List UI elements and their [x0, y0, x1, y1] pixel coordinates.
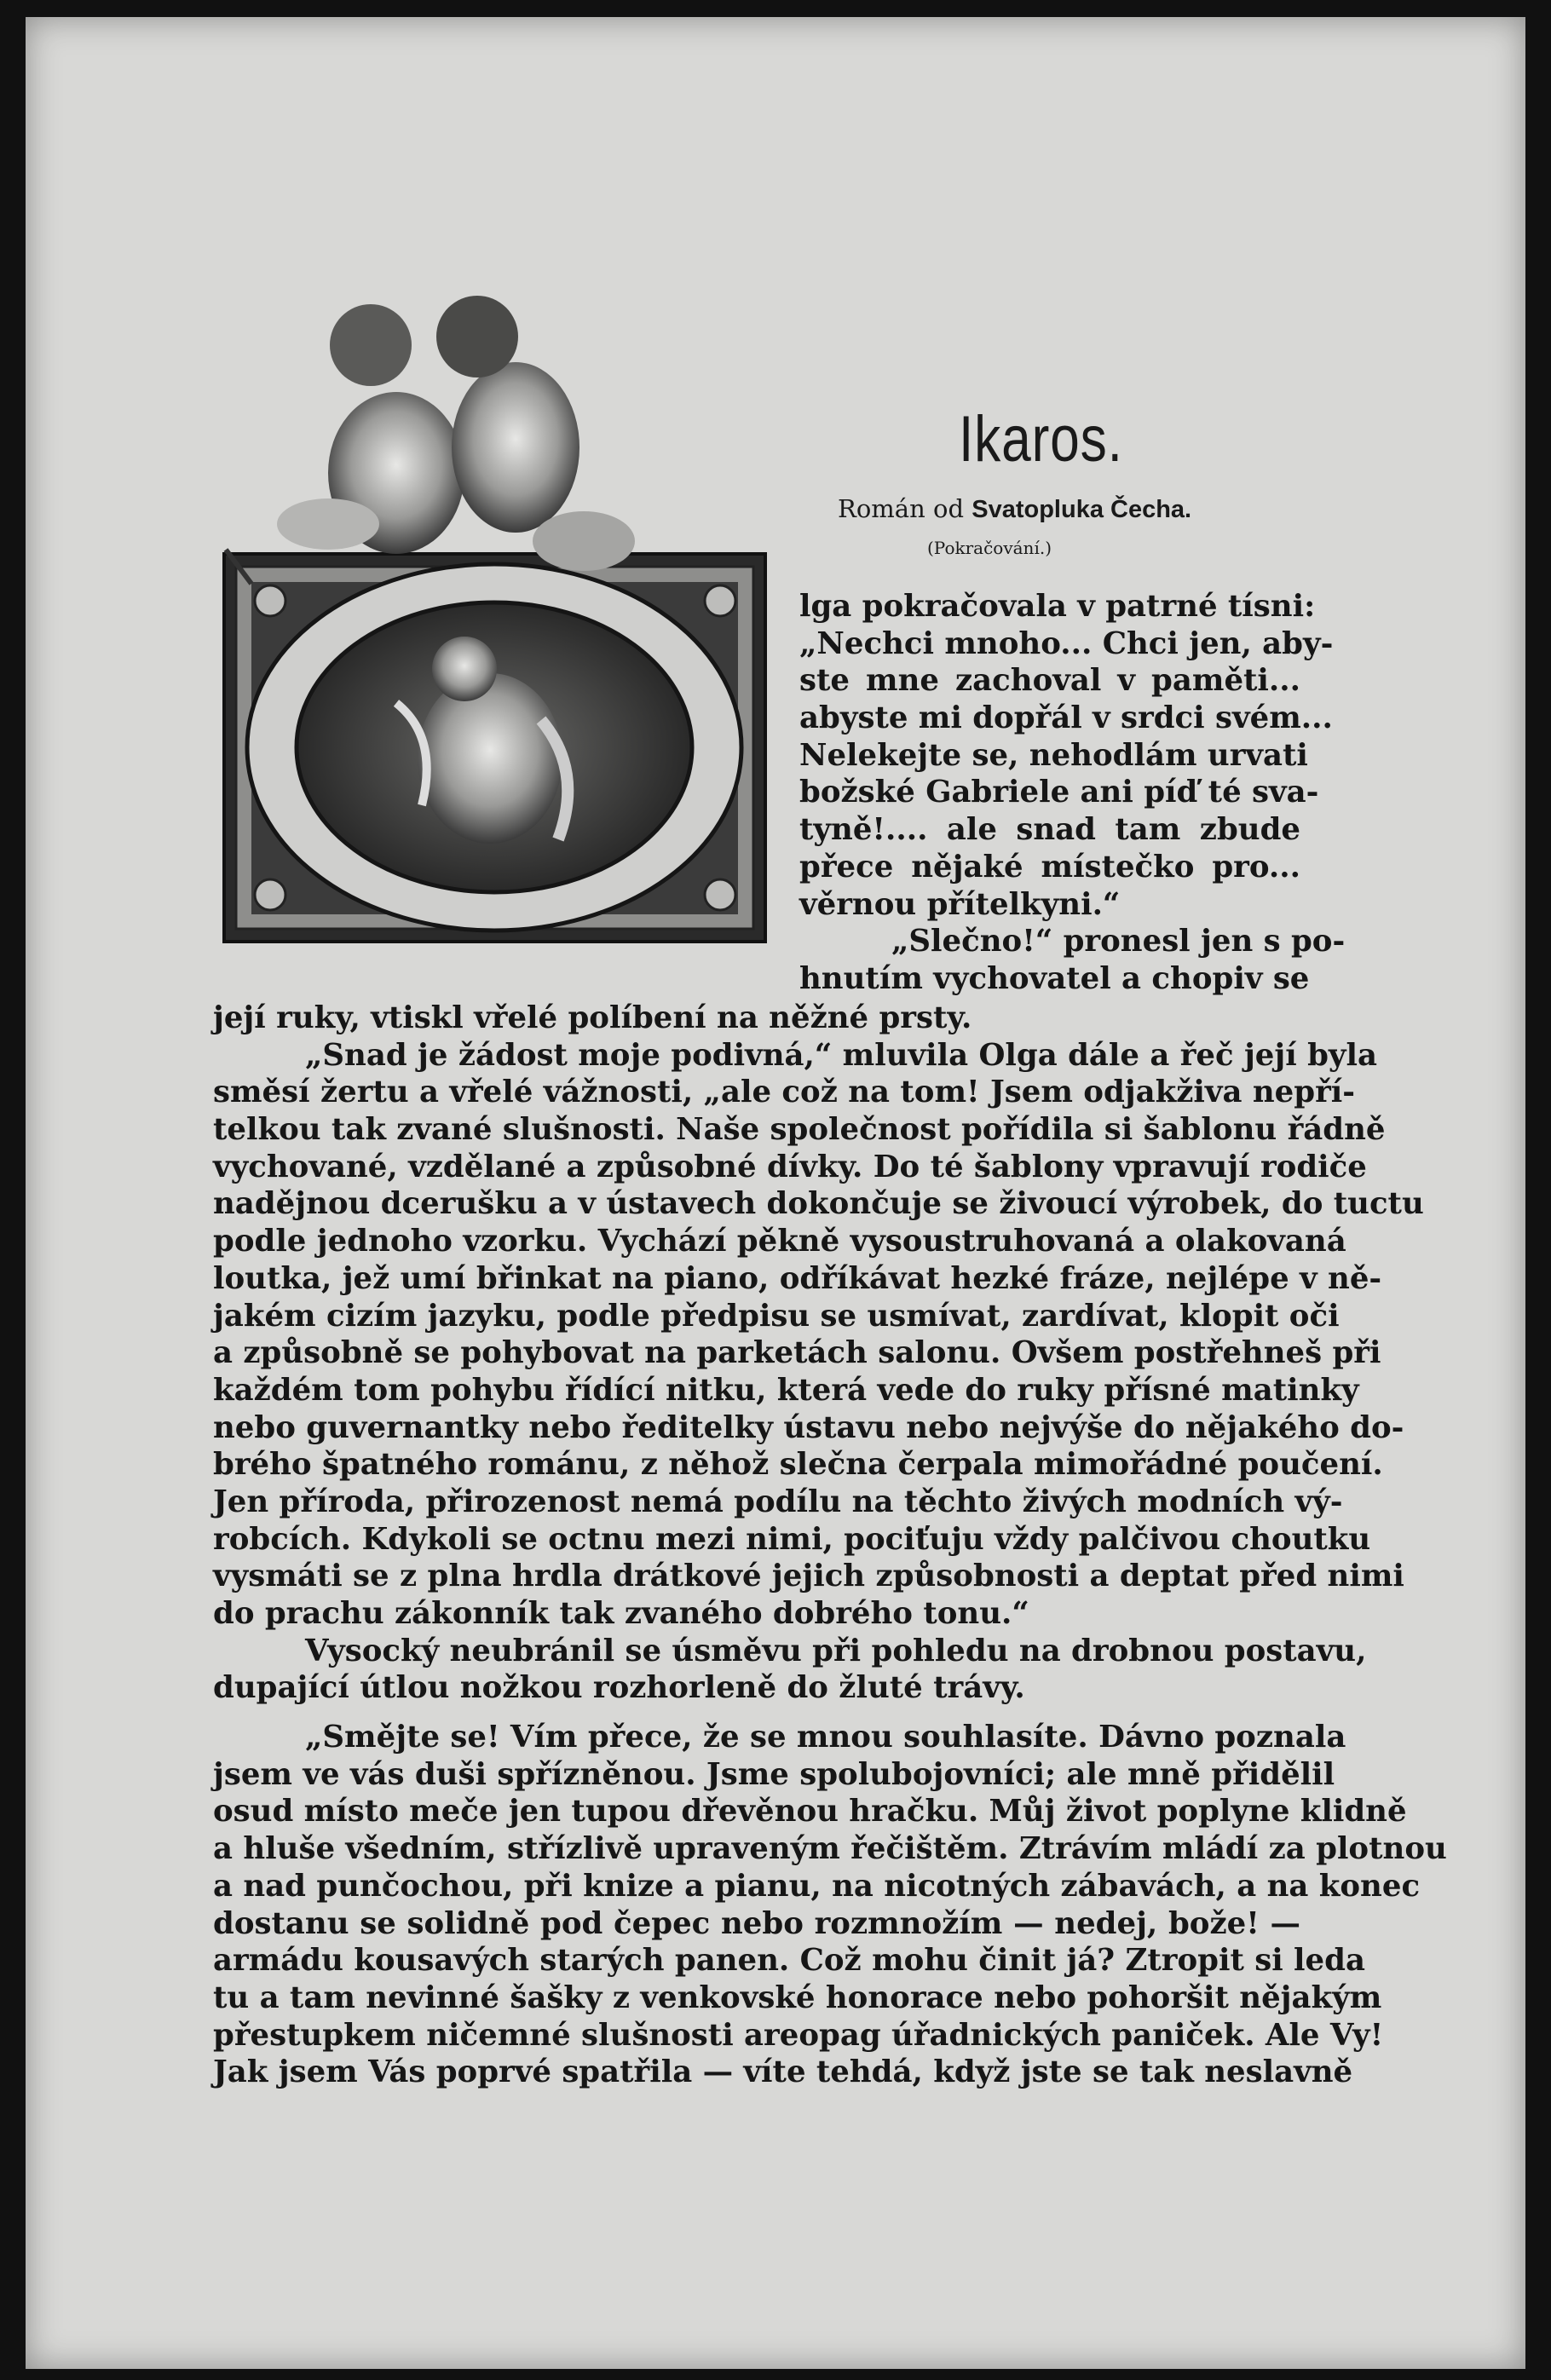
text-line: božské Gabriele ani píď té sva- [799, 775, 1319, 810]
text-line: každém tom pohybu řídící nitku, která vede do ruky přísné matinky [213, 1372, 1359, 1408]
text-line: lga pokračovala v patrné tísni: [799, 589, 1316, 624]
text-line: abyste mi dopřál v srdci svém... [799, 700, 1333, 736]
book-page [26, 17, 1525, 2369]
text-line: osud místo meče jen tupou dřevěnou hračku. Můj život poplyne klidně [213, 1794, 1407, 1830]
text-line: přece nějaké místečko pro... [799, 849, 1300, 885]
text-line: nadějnou dcerušku a v ústavech dokončuje se živoucí výrobek, do tuctu [213, 1186, 1424, 1222]
text-line: a nad punčochou, při knize a pianu, na nicotných zábavách, a na konec [213, 1868, 1421, 1904]
text-line: brého špatného románu, z něhož slečna čerpala mimořádné poučení. [213, 1447, 1383, 1483]
text-line: vysmáti se z plna hrdla drátkové jejich způsobnosti a deptat před nimi [213, 1559, 1404, 1594]
continued-note: (Pokračování.) [927, 538, 1052, 558]
text-line: armádu kousavých starých panen. Což mohu činit já? Ztropit si leda [213, 1943, 1365, 1979]
text-line: Vysocký neubránil se úsměvu při pohledu na drobnou postavu, [305, 1633, 1367, 1668]
subtitle-author: Svatopluka Čecha. [972, 496, 1192, 523]
text-line: robcích. Kdykoli se octnu mezi nimi, pociťuju vždy palčivou choutku [213, 1521, 1371, 1557]
text-line: loutka, jež umí břinkat na piano, odříkávat hezké fráze, nejlépe v ně- [213, 1260, 1382, 1296]
text-line: dupající útlou nožkou rozhorleně do žluté trávy. [213, 1670, 1025, 1706]
chapter-title: Ikaros. [959, 403, 1123, 475]
text-line: tyně!.... ale snad tam zbude [799, 812, 1300, 848]
text-line: Nelekejte se, nehodlám urvati [799, 737, 1308, 773]
text-line: a hluše všedním, střízlivě upraveným řečištěm. Ztrávím mládí za plotnou [213, 1831, 1447, 1867]
body-text [213, 1000, 1447, 2091]
subtitle [838, 494, 1191, 524]
text-line: vychované, vzdělané a způsobné dívky. Do té šablony vpravují rodiče [213, 1149, 1367, 1184]
text-line: „Nechci mnoho... Chci jen, aby- [799, 625, 1334, 661]
text-line: jsem ve vás duši spřízněnou. Jsme spolubojovníci; ale mně přidělil [213, 1756, 1335, 1792]
text-line: věrnou přítelkyni.“ [799, 886, 1121, 922]
text-line: dostanu se solidně pod čepec nebo rozmnožím — nedej, bože! — [213, 1905, 1300, 1941]
text-line: ste mne zachoval v paměti... [799, 663, 1300, 699]
text-line: a způsobně se pohybovat na parketách salonu. Ovšem postřehneš při [213, 1335, 1381, 1371]
text-line: směsí žertu a vřelé vážnosti, „ale což na tom! Jsem odjakživa nepří- [213, 1075, 1355, 1110]
cherubs-initial-o-icon [217, 294, 776, 950]
text-line: tu a tam nevinné šašky z venkovské honorace nebo pohoršit nějakým [213, 1979, 1382, 2015]
text-line: „Slečno!“ pronesl jen s po- [891, 924, 1346, 959]
text-line: „Smějte se! Vím přece, že se mnou souhlasíte. Dávno poznala [305, 1720, 1346, 1755]
subtitle-prefix: Román od [838, 494, 972, 523]
text-line: její ruky, vtiskl vřelé políbení na něžné prsty. [213, 1000, 972, 1035]
text-line: Jen příroda, přirozenost nemá podílu na těchto živých modních vý- [213, 1484, 1343, 1519]
text-line: podle jednoho vzorku. Vychází pěkně vysoustruhovaná a olakovaná [213, 1224, 1346, 1259]
opening-paragraph [799, 588, 1346, 998]
text-line: Jak jsem Vás poprvé spatřila — víte tehdá, když jste se tak neslavně [213, 2054, 1353, 2090]
text-line: jakém cizím jazyku, podle předpisu se usmívat, zardívat, klopit oči [213, 1298, 1340, 1334]
text-line: hnutím vychovatel a chopiv se [799, 960, 1310, 996]
text-line: přestupkem ničemné slušnosti areopag úřadnických paniček. Ale Vy! [213, 2017, 1384, 2053]
text-line: nebo guvernantky nebo ředitelky ústavu nebo nejvýše do nějakého do- [213, 1409, 1404, 1445]
paragraph-gap [213, 1707, 1300, 1719]
text-line: „Snad je žádost moje podivná,“ mluvila Olga dále a řeč její byla [305, 1037, 1378, 1073]
text-line: telkou tak zvané slušnosti. Naše společnost pořídila si šablonu řádně [213, 1112, 1386, 1148]
text-line: do prachu zákonník tak zvaného dobrého tonu.“ [213, 1596, 1029, 1631]
